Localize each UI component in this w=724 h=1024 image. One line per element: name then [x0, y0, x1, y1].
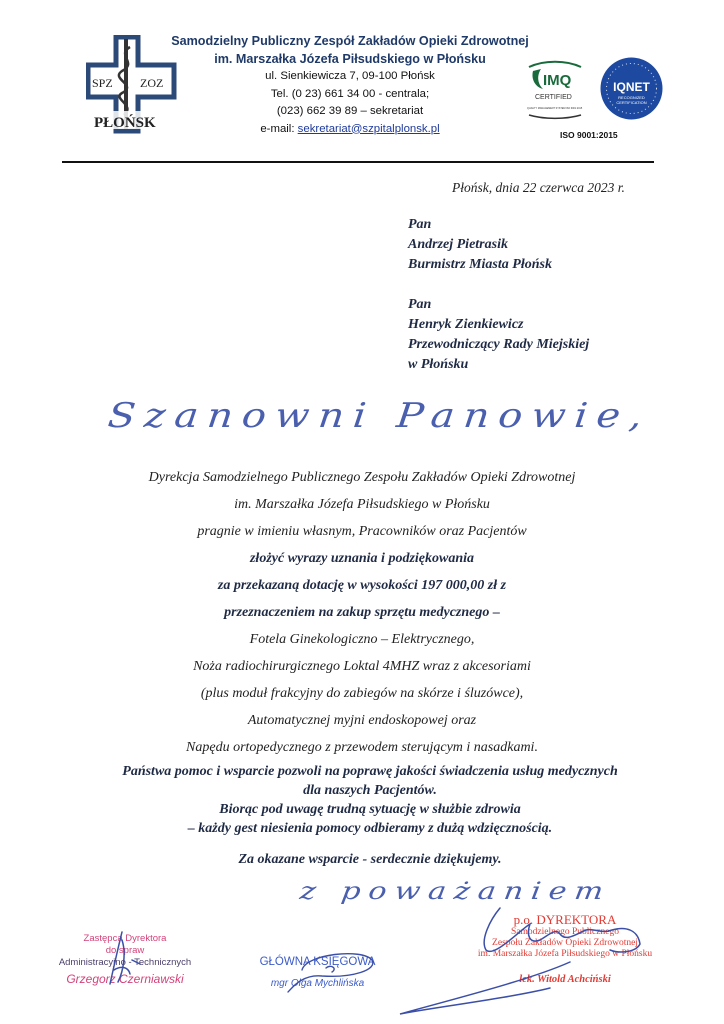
deputy-director-stamp	[40, 933, 210, 985]
stamp-title: p.o. DYREKTORA	[513, 912, 617, 927]
org-name-line2: im. Marszałka Józefa Piłsudskiego w Płońsku	[214, 52, 486, 66]
stamp-title: GŁÓWNA KSIĘGOWA	[259, 956, 376, 968]
recipient-role-line2: w Płońsku	[408, 357, 469, 372]
closing-line: Państwa pomoc i wsparcie pozwoli na poprawę jakości świadczenia usług medycznych	[122, 764, 618, 779]
body-line-bold: przeznaczeniem na zakup sprzętu medycznego –	[224, 605, 500, 620]
equipment-item: Fotela Ginekologiczno – Elektrycznego,	[249, 632, 475, 647]
recipient-title: Pan	[408, 217, 432, 232]
org-name-line1: Samodzielny Publiczny Zespół Zakładów Opieki Zdrowotnej	[171, 34, 529, 48]
recipient-role: Burmistrz Miasta Płońsk	[408, 257, 552, 272]
org-phone-central: Tel. (0 23) 661 34 00 - centrala;	[270, 87, 430, 100]
imq-certified: CERTIFIED	[535, 94, 572, 101]
stamp-name: Grzegorz Czerniawski	[66, 972, 184, 986]
email-label: e-mail:	[260, 122, 298, 135]
handwritten-regards: z poważaniem	[298, 877, 614, 906]
equipment-item: Automatycznej myjni endoskopowej oraz	[247, 713, 477, 728]
iqnet-name: IQNET	[613, 80, 650, 94]
body-line-bold: za przekazaną dotację w wysokości 197 000,00 zł z	[217, 578, 507, 593]
iqnet-sub2: CERTIFICATION	[616, 100, 647, 105]
director-stamp	[455, 912, 675, 985]
recipient-name: Henryk Zienkiewicz	[408, 317, 524, 332]
logo-zoz: ZOZ	[140, 76, 164, 90]
imq-certified-badge	[523, 57, 587, 123]
stamp-line: im. Marszałka Józefa Piłsudskiego w Płońsku	[477, 949, 653, 959]
recipient-1	[408, 215, 552, 275]
email-link[interactable]: sekretariat@szpitalplonsk.pl	[297, 122, 440, 135]
closing-line: dla naszych Pacjentów.	[303, 783, 437, 798]
body-line-bold: złożyć wyrazy uznania i podziękowania	[249, 551, 475, 566]
equipment-item: (plus moduł frakcyjny do zabiegów na skórze i śluzówce),	[200, 686, 524, 701]
body-line: im. Marszałka Józefa Piłsudskiego w Płońsku	[234, 497, 490, 512]
imq-small: QUALITY MANAGEMENT SYSTEM ISO 9001:2015	[527, 107, 583, 110]
equipment-item: Noża radiochirurgicznego Loktal 4MHZ wraz z akcesoriami	[193, 659, 531, 674]
org-phone-secretariat: (023) 662 39 89 – sekretariat	[276, 105, 424, 117]
iqnet-certification-badge	[599, 56, 664, 121]
closing-paragraph	[60, 762, 680, 838]
handwritten-salutation: Szanowni Panowie,	[105, 396, 653, 436]
equipment-item: Napędu ortopedycznego z przewodem sterującym i nasadkami.	[186, 740, 538, 755]
stamp-line: Zespołu Zakładów Opieki Zdrowotnej	[492, 938, 638, 948]
closing-line: Biorąc pod uwagę trudną sytuację w służbie zdrowia	[219, 802, 521, 817]
stamp-line: Samodzielnego Publicznego	[511, 927, 619, 937]
body-line: pragnie w imieniu własnym, Pracowników oraz Pacjentów	[197, 524, 527, 539]
body-line: Dyrekcja Samodzielnego Publicznego Zespołu Zakładów Opieki Zdrowotnej	[148, 470, 576, 485]
letter-date: Płońsk, dnia 22 czerwca 2023 r.	[452, 180, 625, 195]
org-address: ul. Sienkiewicza 7, 09-100 Płońsk	[265, 70, 435, 82]
recipient-2	[408, 295, 589, 375]
closing-line: – każdy gest niesienia pomocy odbieramy z dużą wdzięcznością.	[187, 821, 553, 836]
header-divider	[62, 161, 654, 163]
imq-name: IMQ	[543, 72, 572, 89]
recipient-title: Pan	[408, 297, 432, 312]
org-email-line	[160, 121, 540, 139]
stamp-name: lek. Witold Achciński	[519, 974, 611, 985]
stamp-line: Zastępca Dyrektora	[83, 933, 167, 944]
recipient-name: Andrzej Pietrasik	[408, 237, 508, 252]
chief-accountant-stamp	[250, 951, 385, 995]
logo-spz: SPZ	[92, 76, 113, 90]
stamp-line: do spraw	[105, 945, 145, 956]
thanks-line: Za okazane wsparcie - serdecznie dziękujemy.	[238, 852, 502, 867]
iqnet-sub1: RECOGNIZED	[618, 95, 645, 100]
stamp-name: mgr Olga Mychlińska	[270, 978, 365, 989]
recipient-role: Przewodniczący Rady Miejskiej	[408, 337, 590, 352]
logo-plonsk: PŁOŃSK	[94, 115, 156, 131]
letterhead	[160, 32, 540, 138]
letter-body	[40, 464, 684, 761]
stamp-line: Administracyjno - Technicznych	[58, 957, 192, 968]
iso-label: ISO 9001:2015	[560, 130, 618, 140]
